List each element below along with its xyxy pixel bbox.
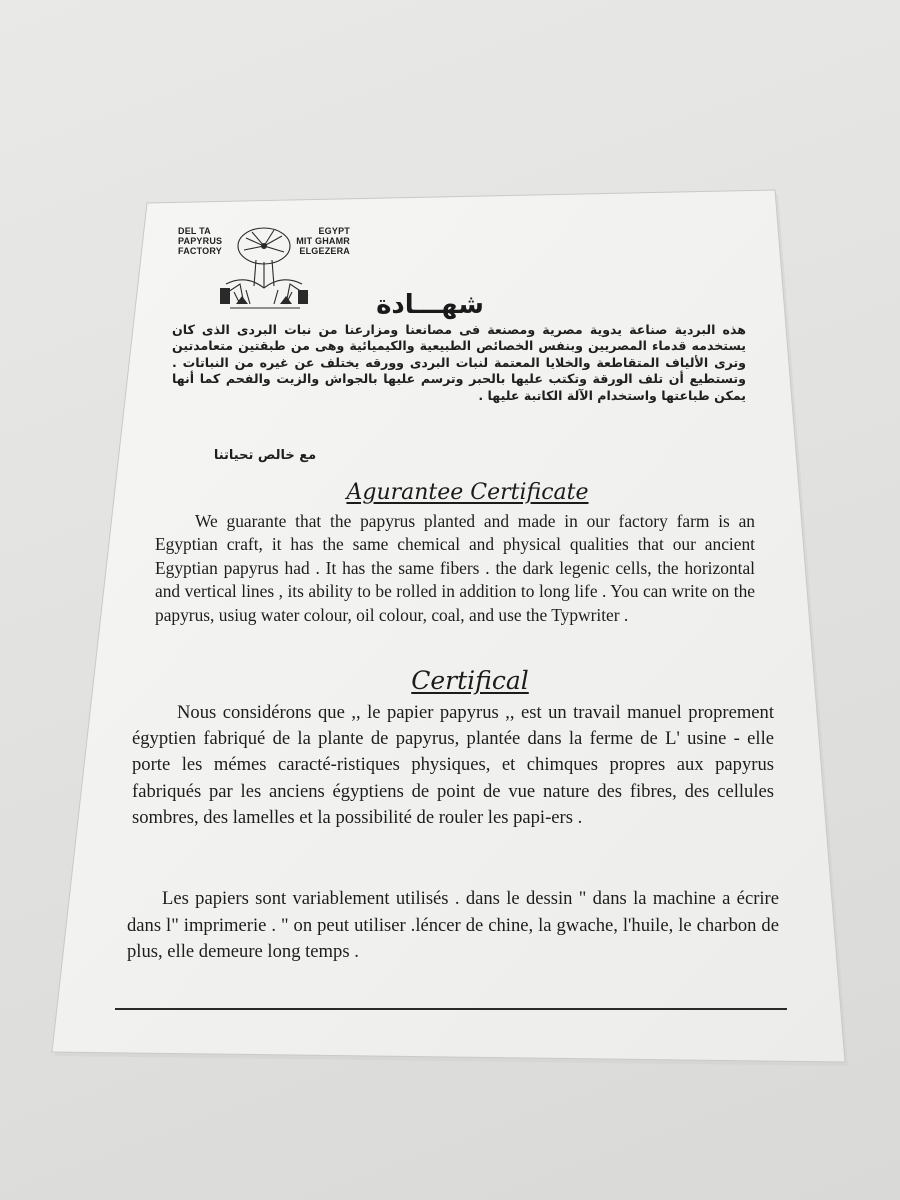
french-certificate-title: Certifical — [411, 666, 529, 695]
logo-left-text: DEL TA PAPYRUS FACTORY — [178, 226, 223, 256]
logo-right-text: EGYPT MIT GHAMR ELGEZERA — [296, 226, 350, 256]
french-certificate-text-2: Les papiers sont variablement utilisés . dans le dessin " dans la machine a écrire dans l" imprimerie . " on peut utiliser .léncer de chine, la gwache, l'huile, le charbon de plus, elle demeure long temps . — [127, 888, 779, 962]
english-certificate-title: Agurantee Certificate — [346, 480, 589, 505]
arabic-certificate-text: هذه البردية صناعة يدوية مصرية ومصنعة فى مصانعنا ومزارعنا من نبات البردى الذى كان يستخدمه قدماء المصريين وبنفس الخصائص الطبيعية والكيميائية وهى من طبقتين متعامدتين وترى الألياف المتقاطعة والخلايا المعتمة لنبات البردى وورقه يختلف عن غيره من النباتات . وتستطيع أن تلف الورقة وتكتب عليها بالحبر وترسم عليها بالجواش والزيت والفحم كما أنها يمكن طباعتها واستخدام الآلة الكاتبة عليها . — [172, 322, 746, 403]
papyrus-plant-icon — [216, 224, 312, 314]
arabic-certificate-title: شهـــادة — [376, 290, 484, 320]
arabic-closing-greeting: مع خالص تحياتنا — [213, 448, 317, 463]
bottom-divider — [115, 1008, 787, 1010]
delta-papyrus-logo — [178, 222, 350, 314]
english-certificate-text: We guarante that the papyrus planted and made in our factory farm is an Egyptian craft, it has the same chemical and physical qualities that our ancient Egyptian papyrus had . It has the same fibers . the dark legenic cells, the horizontal and vertical lines , its ability to be rolled in addition to long life . You can write on the papyrus, usiug water colour, oil colour, coal, and use the Typwriter . — [155, 511, 755, 625]
french-certificate-text: Nous considérons que ,, le papier papyrus ,, est un travail manuel proprement égyptien fabriqué de la plante de papyrus, plantée dans la ferme de L' usine - elle porte les mémes caracté-ristiques physiques, et chimques propres aux papyrus fabriqués par les anciens égyptiens de point de vue nature des fibres, des cellules sombres, des lamelles et la possibilité de rouler les papi-ers . — [132, 702, 774, 828]
